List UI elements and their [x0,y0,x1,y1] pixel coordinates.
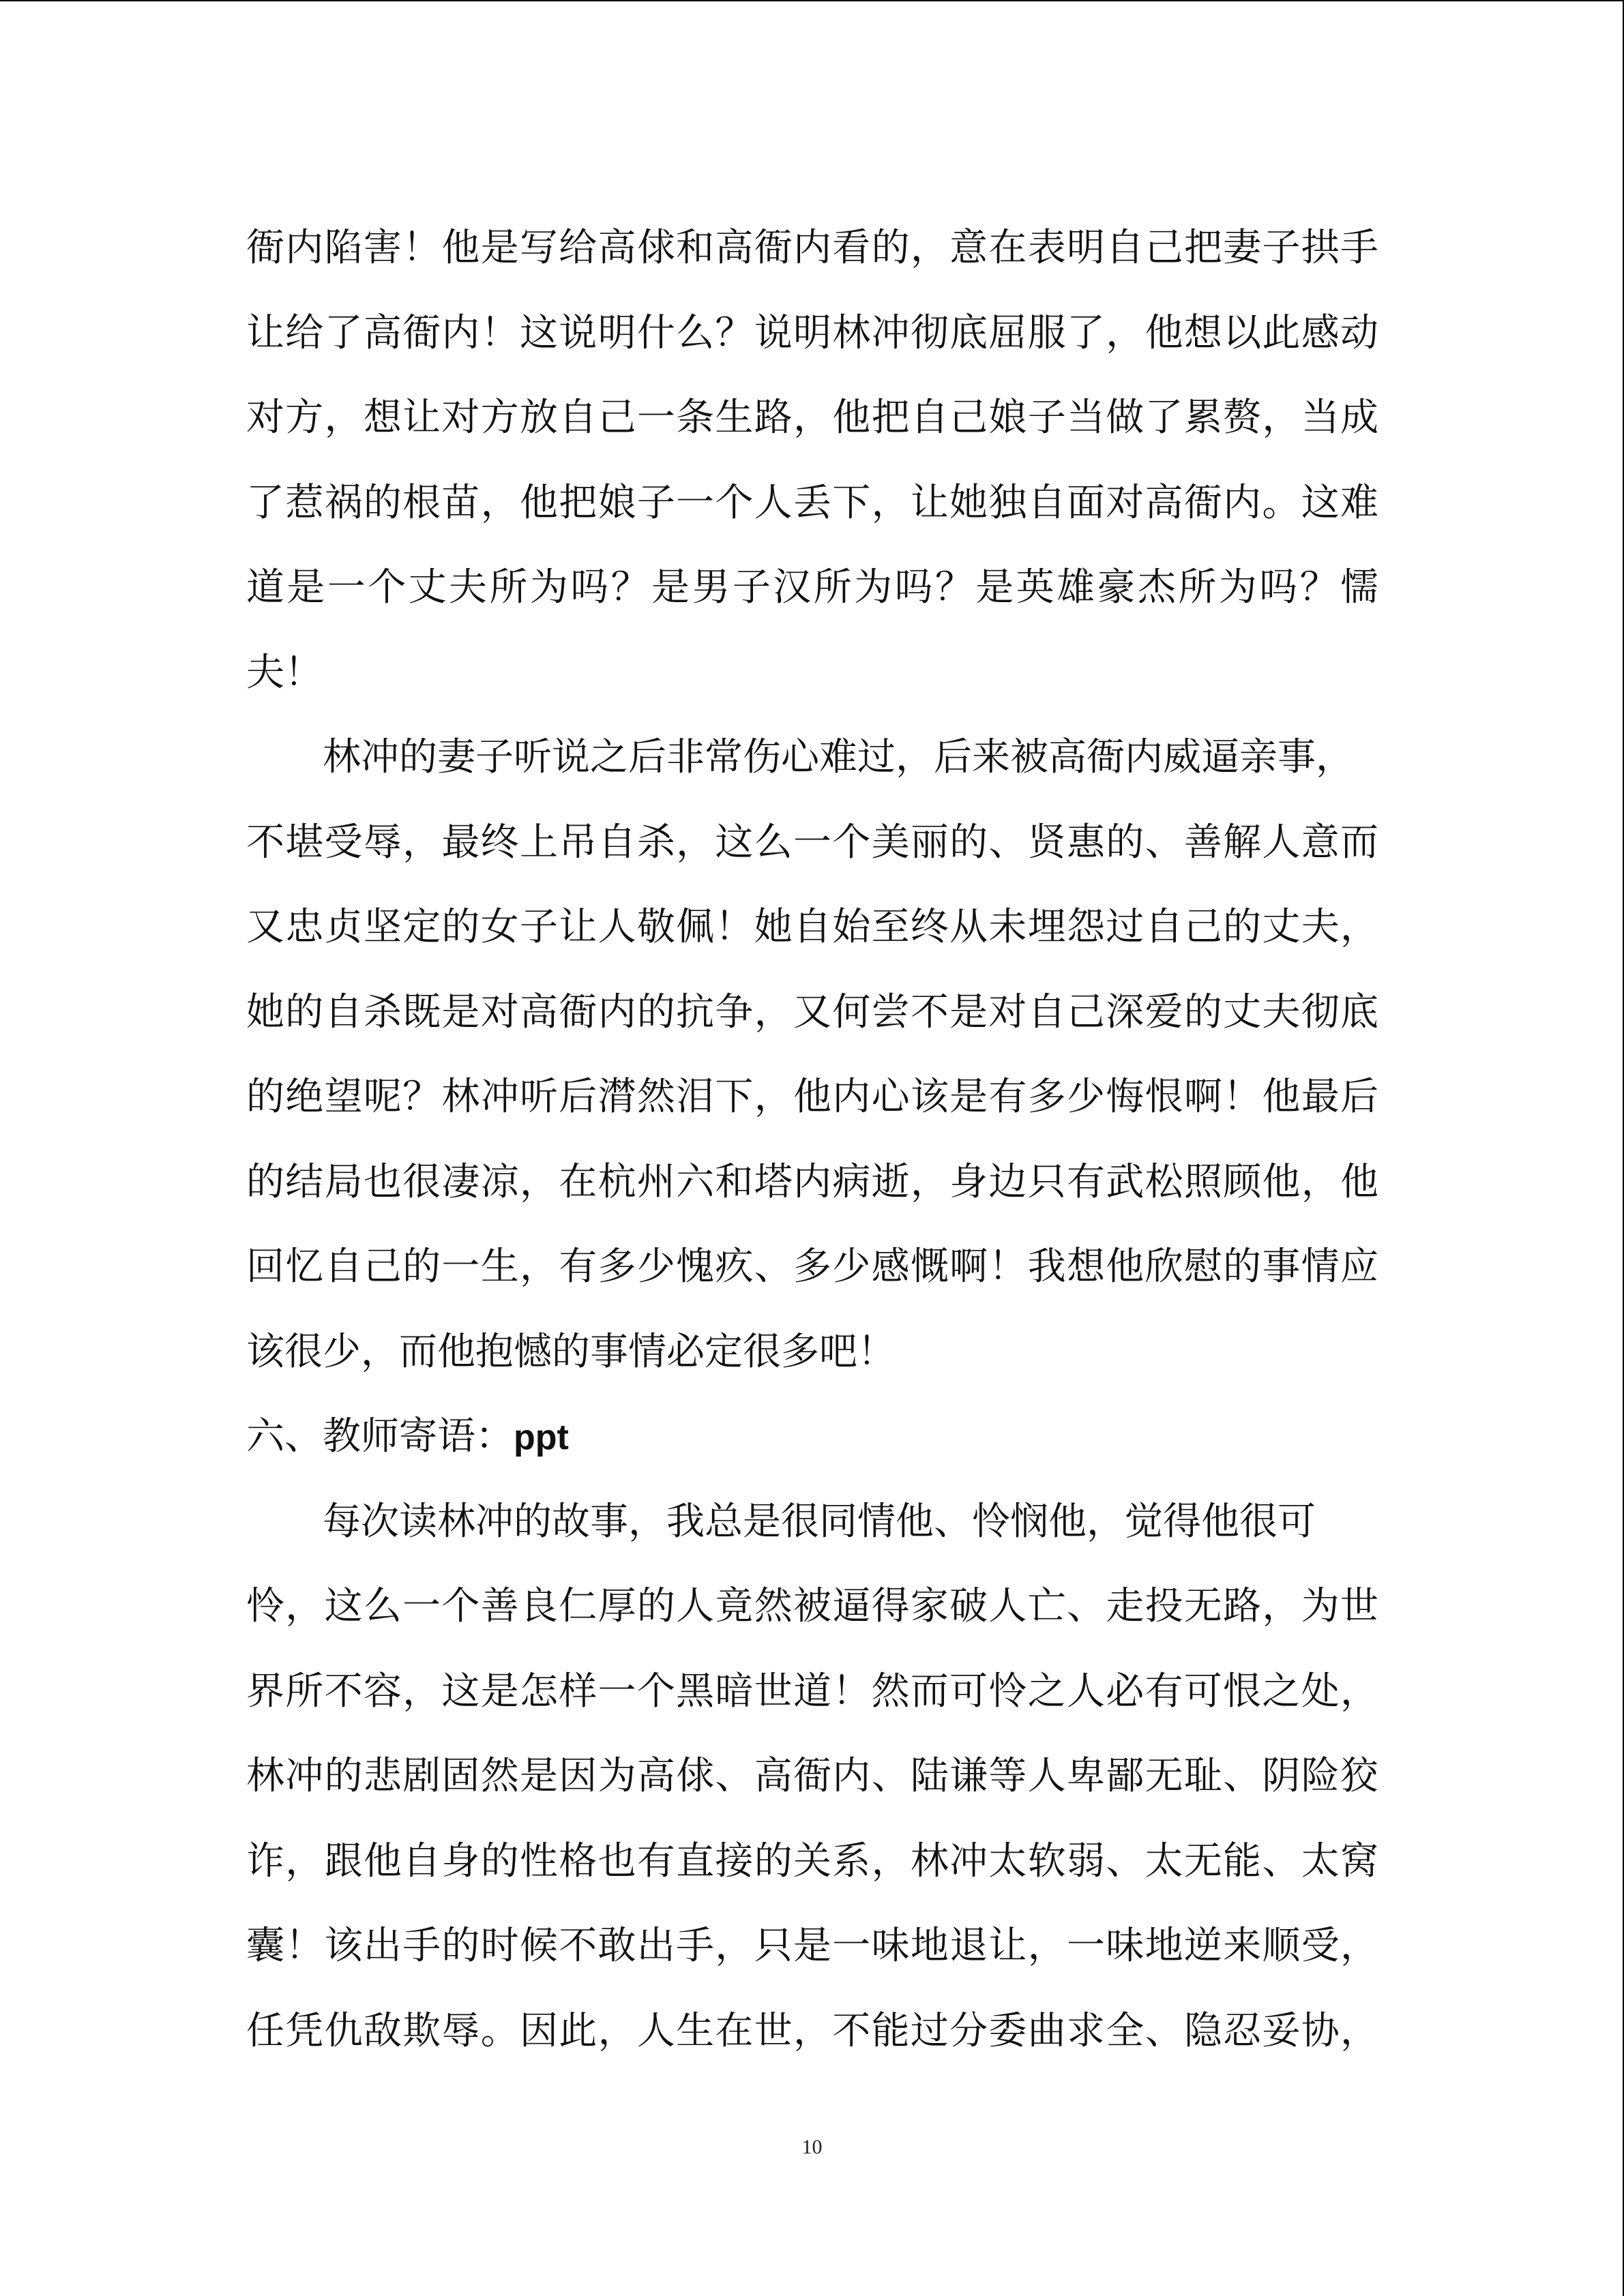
paragraph-1 [246,206,1378,715]
text-line: 诈，跟他自身的性格也有直接的关系，林冲太软弱、太无能、太窝 [246,1838,1378,1883]
text-line: 的绝望呢？林冲听后潸然泪下，他内心该是有多少悔恨啊！他最后 [246,1075,1378,1119]
paragraph-2 [246,715,1378,1395]
text-line: 林冲的妻子听说之后非常伤心难过，后来被高衙内威逼亲事， [323,735,1354,779]
text-line: 该很少，而他抱憾的事情必定很多吧！ [246,1329,896,1374]
text-line: 了惹祸的根苗，他把娘子一个人丢下，让她独自面对高衙内。这难 [246,480,1378,525]
text-line: 不堪受辱，最终上吊自杀，这么一个美丽的、贤惠的、善解人意而 [246,820,1378,865]
text-line: 每次读林冲的故事，我总是很同情他、怜悯他，觉得他很可 [323,1499,1316,1544]
text-line: 她的自杀既是对高衙内的抗争，又何尝不是对自己深爱的丈夫彻底 [246,989,1378,1034]
text-line: 任凭仇敌欺辱。因此，人生在世，不能过分委曲求全、隐忍妥协， [246,2008,1378,2053]
text-line: 又忠贞坚定的女子让人敬佩！她自始至终从未埋怨过自己的丈夫， [246,905,1378,949]
section-heading [246,1395,1378,1480]
text-line: 林冲的悲剧固然是因为高俅、高衙内、陆谦等人卑鄙无耻、阴险狡 [246,1754,1378,1798]
text-line: 道是一个丈夫所为吗？是男子汉所为吗？是英雄豪杰所为吗？懦 [246,565,1378,610]
page-number: 10 [801,2136,823,2158]
paragraph-3 [246,1480,1378,2074]
text-line: 的结局也很凄凉，在杭州六和塔内病逝，身边只有武松照顾他，他 [246,1159,1378,1204]
text-line: 衙内陷害！他是写给高俅和高衙内看的，意在表明自己把妻子拱手 [246,226,1378,270]
text-line: 夫！ [246,650,323,695]
text-line: 回忆自己的一生，有多少愧疚、多少感慨啊！我想他欣慰的事情应 [246,1244,1378,1289]
text-line: 囊！该出手的时候不敢出手，只是一味地退让，一味地逆来顺受， [246,1924,1378,1968]
text-line: 怜，这么一个善良仁厚的人竟然被逼得家破人亡、走投无路，为世 [246,1584,1378,1628]
section-heading-text: 六、教师寄语： [246,1414,514,1459]
text-line: 对方，想让对方放自己一条生路，他把自己娘子当做了累赘，当成 [246,396,1378,440]
text-line: 界所不容，这是怎样一个黑暗世道！然而可怜之人必有可恨之处， [246,1669,1378,1714]
section-heading-latin: ppt [514,1418,569,1457]
document-body [246,206,1378,2074]
text-line: 让给了高衙内！这说明什么？说明林冲彻底屈服了，他想以此感动 [246,310,1378,355]
